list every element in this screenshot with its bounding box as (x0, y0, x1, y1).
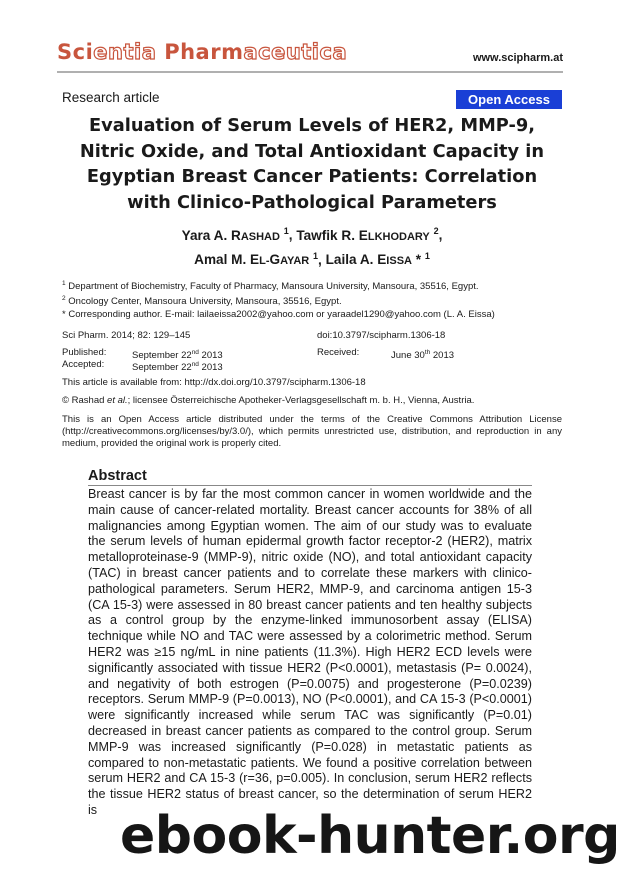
availability-note[interactable]: This article is available from: http://dx.doi.org/10.3797/scipharm.1306-18 (62, 377, 366, 388)
journal-logo-part-3: Pharm (156, 40, 244, 64)
affiliation-list (62, 278, 562, 308)
correspondence-note: * Corresponding author. E-mail: lailaeissa2002@yahoo.com or yaraadel1290@yahoo.com (L. A. Eissa) (62, 309, 495, 320)
published-label: Published: (62, 347, 107, 358)
abstract-heading: Abstract (88, 468, 147, 484)
article-type-label: Research article (62, 90, 160, 105)
author-name: Laila A. EISSA * (325, 252, 422, 268)
affiliation-item: $^1$ Department of Biochemistry, Faculty of Pharmacy, Mansoura University, Mansoura, 35516, Egypt. (62, 280, 479, 293)
author-affiliation-mark: 1 (283, 226, 289, 236)
received-label: Received: (317, 347, 360, 358)
author-affiliation-mark: 2 (433, 226, 439, 236)
accepted-date: September 22nd 2013 (132, 361, 223, 374)
journal-logo (57, 40, 347, 64)
author-affiliation-mark: 1 (424, 250, 430, 261)
article-title: Evaluation of Serum Levels of HER2, MMP-9, Nitric Oxide, and Total Antioxidant Capacity in Egyptian Breast Cancer Patients: Correlation with Clinico-Pathological Parameters (79, 115, 545, 213)
author-affiliation-mark: 1 (313, 250, 319, 261)
author-line-1: Yara A. RASHAD $^1$, Tawfik R. ELKHODARY $^2$, (181, 226, 443, 243)
journal-logo-part-2: entia (93, 40, 157, 64)
author-line-2: Amal M. EL-GAYAR $^1$, Laila A. EISSA * $^1$ (194, 250, 430, 268)
open-access-badge[interactable]: Open Access (456, 90, 562, 109)
copyright-note: © Rashad et al.; licensee Österreichische Apotheker-Verlagsgesellschaft m. b. H., Vienna, Austria. (62, 395, 475, 406)
author-name: Tawfik R. ELKHODARY (296, 227, 430, 243)
doi-line[interactable]: doi:10.3797/scipharm.1306-18 (317, 330, 446, 341)
journal-logo-part-1: Sci (57, 40, 94, 64)
author-list (62, 222, 562, 271)
abstract-divider (88, 485, 532, 486)
citation-line: Sci Pharm. 2014; 82: 129–145 (62, 330, 191, 341)
author-name: Amal M. EL-GAYAR (194, 252, 310, 268)
license-note: This is an Open Access article distributed under the terms of the Creative Commons Attribution License (http://creativecommons.org/licenses/by/3.0/), which permits unrestricted use, distribution, and reproduction in any medium, provided the original work is properly cited. (62, 414, 562, 449)
journal-url-link[interactable]: www.scipharm.at (472, 52, 563, 64)
author-name: Yara A. RASHAD (181, 227, 280, 243)
abstract-text: Breast cancer is by far the most common cancer in women worldwide and the main cause of cancer-related mortality. Breast cancer accounts for 38% of all malignancies among Egyptian women. The aim of our study was to evaluate the serum levels of human epidermal growth factor receptor-2 (HER2), matrix metalloproteinase-9 (MMP-9), nitric oxide (NO), and total antioxidant capacity (TAC) in breast cancer patients and to correlate these markers with clinico-pathological parameters. Serum HER2, MMP-9, and carcinoma antigen 15-3 (CA 15-3) were assessed in 80 breast cancer patients and ten healthy subjects as a control group by the enzyme-linked immunosorbent assay (ELISA) technique while NO and TAC were assessed by a colorimetric method. Serum HER2 was ≥15 ng/mL in nine patients (11.3%). High HER2 ECD levels were significantly associated with tissue HER2 (P<0.0001), metastasis (P= 0.0024), and negativity of both estrogen (P=0.0075) and progesterone (P=0.0239) receptors. Serum MMP-9 (P=0.0013), NO (P<0.0001), and CA 15-3 (P<0.0001) were significantly increased while serum TAC was significantly (P=0.01) decreased in breast cancer patients as compared to the control group. Serum MMP-9 was increased significantly (P=0.028) in metastatic patients as compared to non-metastatic patients. We found a positive correlation between serum HER2 and CA 15-3 (r=36, p=0.005). In conclusion, serum HER2 reflects the tissue HER2 status of breast cancer, so the determination of serum HER2 is (88, 487, 532, 817)
received-date: June 30th 2013 (391, 349, 455, 362)
header-divider (57, 71, 563, 73)
watermark-text: ebook-hunter.org (120, 806, 620, 866)
journal-logo-part-4: aceutica (243, 40, 348, 64)
affiliation-item: $^2$ Oncology Center, Mansoura University, Mansoura, 35516, Egypt. (62, 295, 342, 308)
accepted-label: Accepted: (62, 359, 105, 370)
published-date: September 22nd 2013 (132, 349, 223, 362)
